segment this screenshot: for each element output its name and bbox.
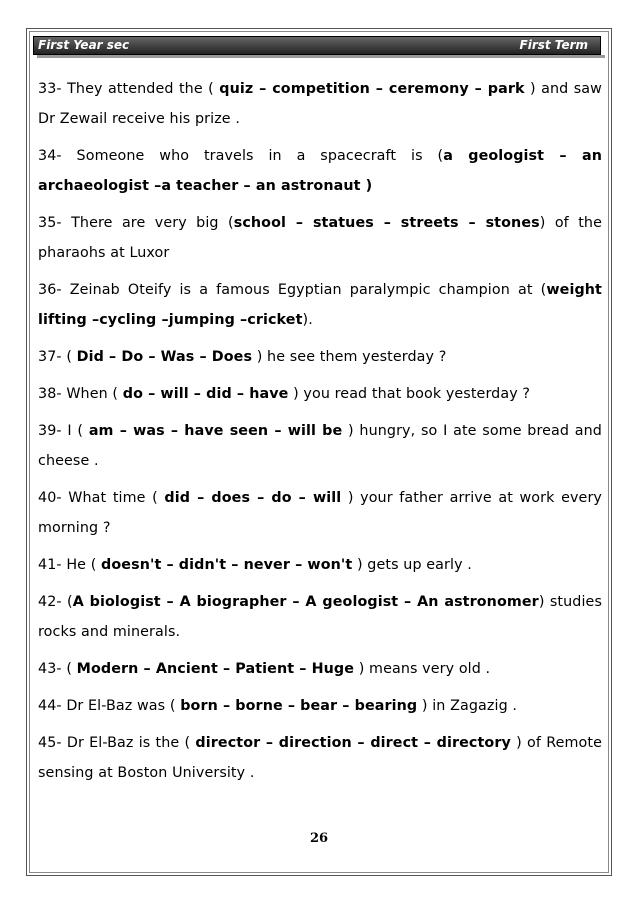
question-number: 42- [38, 594, 62, 610]
question-options: director – direction – direct – directory [195, 735, 511, 751]
page-header [33, 36, 601, 55]
question-42 [38, 587, 602, 647]
question-number: 41- [38, 557, 62, 573]
question-post: ) of Remote sensing at Boston University . [38, 735, 602, 781]
question-options: A biologist – A biographer – A geologist – An astronomer [72, 594, 539, 610]
question-40 [38, 483, 602, 543]
question-options: did – does – do – will [164, 490, 342, 506]
question-pre: Dr El-Baz is the ( [66, 735, 191, 751]
question-post: ) he see them yesterday ? [256, 349, 447, 365]
question-number: 35- [38, 215, 62, 231]
question-number: 33- [38, 81, 62, 97]
question-post: ) in Zagazig . [421, 698, 518, 714]
question-number: 40- [38, 490, 62, 506]
question-34 [38, 141, 602, 201]
question-options: do – will – did – have [122, 386, 289, 402]
question-options: weight lifting –cycling –jumping –cricket [38, 282, 602, 328]
question-43 [38, 654, 602, 684]
question-39 [38, 416, 602, 476]
header-left-text: First Year sec [38, 38, 130, 52]
question-45 [38, 728, 602, 788]
header-shadow [37, 55, 605, 58]
question-post: ) you read that book yesterday ? [293, 386, 531, 402]
question-options: doesn't – didn't – never – won't [101, 557, 353, 573]
question-options: school – statues – streets – stones [233, 215, 540, 231]
header-right-text: First Term [519, 38, 588, 52]
question-number: 36- [38, 282, 62, 298]
question-number: 45- [38, 735, 62, 751]
question-pre: Dr El-Baz was ( [66, 698, 176, 714]
page-number: 26 [309, 831, 329, 846]
question-number: 44- [38, 698, 62, 714]
question-post: ) your father arrive at work every morning ? [38, 490, 602, 536]
question-pre: There are very big ( [71, 215, 234, 231]
question-37 [38, 342, 602, 372]
question-post: ) studies rocks and minerals. [38, 594, 602, 640]
question-number: 43- [38, 661, 62, 677]
question-number: 38- [38, 386, 62, 402]
question-pre: ( [67, 594, 73, 610]
question-33 [38, 74, 602, 134]
question-post: ) gets up early . [356, 557, 472, 573]
question-number: 39- [38, 423, 62, 439]
question-number: 34- [38, 148, 62, 164]
question-post: ) and saw Dr Zewail receive his prize . [38, 81, 602, 127]
question-pre: He ( [66, 557, 97, 573]
question-35 [38, 208, 602, 268]
question-pre: They attended the ( [67, 81, 214, 97]
question-38 [38, 379, 602, 409]
question-number: 37- [38, 349, 62, 365]
question-pre: Someone who travels in a spacecraft is ( [76, 148, 444, 164]
question-36 [38, 275, 602, 335]
question-44 [38, 691, 602, 721]
question-post: ) hungry, so I ate some bread and cheese . [38, 423, 602, 469]
question-pre: ( [66, 661, 72, 677]
question-post: ) of the pharaohs at Luxor [38, 215, 602, 261]
question-pre: I ( [67, 423, 84, 439]
question-pre: When ( [66, 386, 119, 402]
question-options: Did – Do – Was – Does [76, 349, 253, 365]
question-options: born – borne – bear – bearing [180, 698, 418, 714]
question-options: quiz – competition – ceremony – park [219, 81, 525, 97]
question-post: ) means very old . [358, 661, 491, 677]
question-pre: What time ( [68, 490, 158, 506]
question-41 [38, 550, 602, 580]
question-pre: Zeinab Oteify is a famous Egyptian paralympic champion at ( [69, 282, 547, 298]
question-options: am – was – have seen – will be [88, 423, 343, 439]
question-list [38, 74, 602, 795]
question-post: ). [302, 312, 313, 328]
question-pre: ( [66, 349, 72, 365]
question-options: a geologist – an archaeologist –a teacher – an astronaut ) [38, 148, 602, 194]
question-options: Modern – Ancient – Patient – Huge [76, 661, 355, 677]
